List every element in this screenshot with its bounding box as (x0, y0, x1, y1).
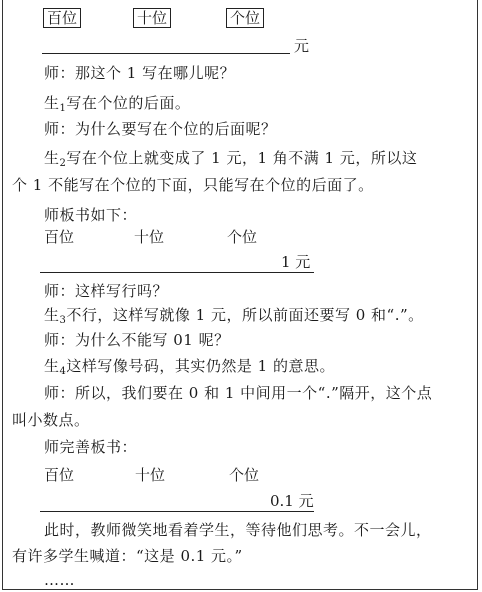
student-label: 生 (44, 149, 60, 167)
board2-ones: 个位 (229, 466, 260, 484)
teacher-line-3: 师：这样写行吗？ (44, 282, 169, 300)
student-index: 3 (59, 315, 67, 326)
board1-value: 1 元 (281, 253, 311, 271)
header-tens: 十位 (133, 8, 171, 28)
teacher-line-2: 师：为什么要写在个位的后面呢？ (44, 120, 277, 138)
student-index: 1 (59, 103, 67, 114)
teacher-line-4: 师：为什么不能写 01 呢？ (44, 331, 230, 349)
board2-rule (40, 511, 314, 512)
header-hundreds: 百位 (43, 8, 81, 28)
board2-value: 0.1 元 (270, 492, 314, 510)
answer-line (42, 53, 290, 54)
board1-ones: 个位 (227, 228, 258, 246)
header-ones: 个位 (226, 8, 264, 28)
student-index: 2 (59, 158, 67, 169)
narrative-line-2: 有许多学生喊道：“这是 0.1 元。” (12, 547, 243, 565)
student-label: 生 (44, 94, 60, 112)
narrative-line-1: 此时，教师微笑地看着学生，等待他们思考。不一会儿， (44, 521, 432, 539)
student-label: 生 (44, 306, 60, 324)
teacher-line-5: 师：所以，我们要在 0 和 1 中间用一个“.”隔开，这个点 (44, 384, 433, 402)
board1-hundreds: 百位 (44, 228, 75, 246)
board2-tens: 十位 (135, 466, 166, 484)
board1-rule (40, 272, 314, 273)
board-intro-1: 师板书如下： (44, 206, 138, 224)
teacher-line-5-cont: 叫小数点。 (12, 411, 90, 429)
unit-label: 元 (294, 37, 310, 55)
teacher-line-1: 师：那这个 1 写在哪儿呢？ (44, 64, 236, 82)
board1-tens: 十位 (134, 228, 165, 246)
student-3-line: 生$_3$不行，这样写就像 1 元，所以前面还要写 0 和“.”。 (44, 306, 424, 326)
board2-hundreds: 百位 (44, 466, 75, 484)
board-intro-2: 师完善板书： (44, 438, 138, 456)
student-index: 4 (59, 366, 67, 377)
student-2-line: 生$_2$写在个位上就变成了 1 元，1 角不满 1 元，所以这 (44, 149, 418, 169)
ellipsis: …… (44, 571, 75, 589)
student-label: 生 (44, 357, 60, 375)
student-2-line-cont: 个 1 不能写在个位的下面，只能写在个位的后面了。 (12, 176, 374, 194)
student-4-line: 生$_4$这样写像号码，其实仍然是 1 的意思。 (44, 357, 335, 377)
student-1-line: 生$_1$写在个位的后面。 (44, 94, 191, 114)
